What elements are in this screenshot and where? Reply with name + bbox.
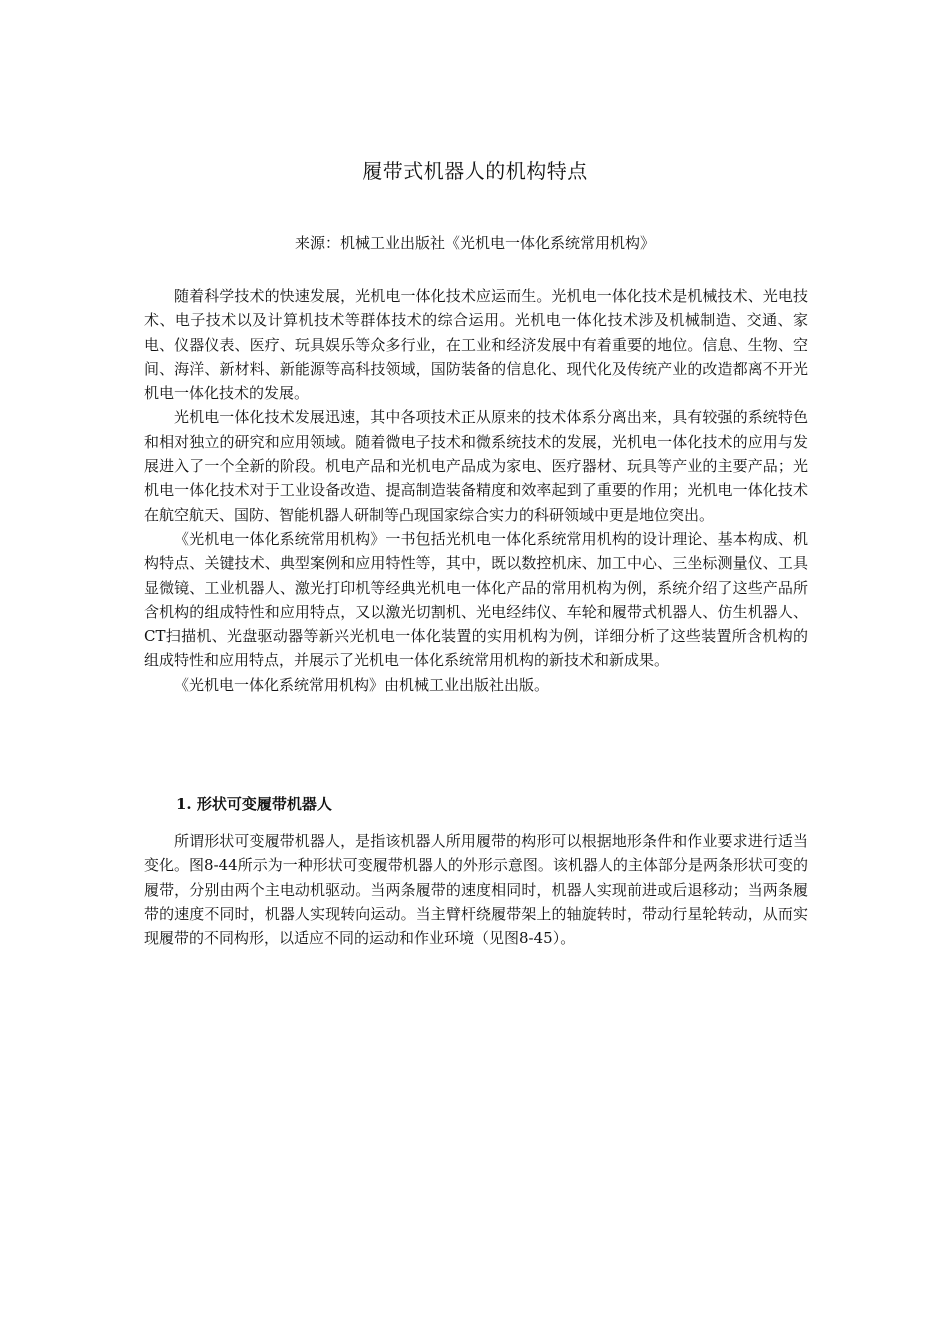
section-body — [144, 829, 808, 950]
section-paragraph: 所谓形状可变履带机器人，是指该机器人所用履带的构形可以根据地形条件和作业要求进行适当变化。图8-44所示为一种形状可变履带机器人的外形示意图。该机器人的主体部分是两条形状可变的履带，分别由两个主电动机驱动。当两条履带的速度相同时，机器人实现前进或后退移动；当两条履带的速度不同时，机器人实现转向运动。当主臂杆绕履带架上的轴旋转时，带动行星轮转动，从而实现履带的不同构形，以适应不同的运动和作业环境（见图8-45）。 — [144, 832, 808, 948]
intro-paragraph: 《光机电一体化系统常用机构》一书包括光机电一体化系统常用机构的设计理论、基本构成、机构特点、关键技术、典型案例和应用特性等，其中，既以数控机床、加工中心、三坐标测量仪、工具显微镜、工业机器人、激光打印机等经典光机电一体化产品的常用机构为例，系统介绍了这些产品所含机构的组成特性和应用特点，又以激光切割机、光电经纬仪、车轮和履带式机器人、仿生机器人、CT扫描机、光盘驱动器等新兴光机电一体化装置的实用机构为例，详细分析了这些装置所含机构的组成特性和应用特点，并展示了光机电一体化系统常用机构的新技术和新成果。 — [144, 529, 808, 670]
intro-paragraph: 随着科学技术的快速发展，光机电一体化技术应运而生。光机电一体化技术是机械技术、光电技术、电子技术以及计算机技术等群体技术的综合运用。光机电一体化技术涉及机械制造、交通、家电、仪器仪表、医疗、玩具娱乐等众多行业，在工业和经济发展中有着重要的地位。信息、生物、空间、海洋、新材料、新能源等高科技领域，国防装备的信息化、现代化及传统产业的改造都离不开光机电一体化技术的发展。 — [144, 287, 808, 403]
section-heading: 1. 形状可变履带机器人 — [176, 795, 332, 813]
document-title: 履带式机器人的机构特点 — [362, 159, 588, 183]
intro-paragraph: 《光机电一体化系统常用机构》由机械工业出版社出版。 — [174, 675, 550, 694]
intro-paragraph: 光机电一体化技术发展迅速，其中各项技术正从原来的技术体系分离出来，具有较强的系统特色和相对独立的研究和应用领域。随着微电子技术和微系统技术的发展，光机电一体化技术的应用与发展进入了一个全新的阶段。机电产品和光机电产品成为家电、医疗器材、玩具等产业的主要产品；光机电一体化技术对于工业设备改造、提高制造装备精度和效率起到了重要的作用；光机电一体化技术在航空航天、国防、智能机器人研制等凸现国家综合实力的科研领域中更是地位突出。 — [144, 408, 808, 524]
intro-section — [144, 284, 808, 697]
source-line: 来源：机械工业出版社《光机电一体化系统常用机构》 — [294, 234, 655, 252]
